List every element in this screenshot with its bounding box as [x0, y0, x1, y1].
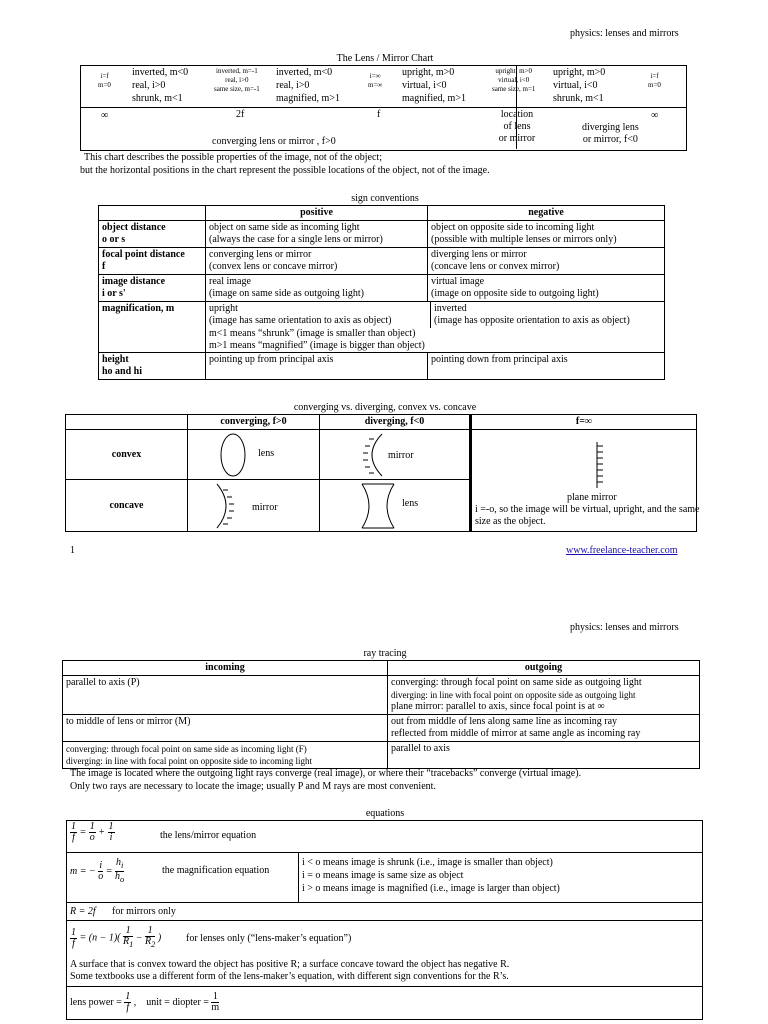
eq-divider — [66, 902, 702, 903]
sign-conventions-table — [98, 205, 665, 380]
eq-divider — [66, 852, 702, 853]
chart-tick-f: f — [377, 109, 381, 120]
page1-header: physics: lenses and mirrors — [570, 28, 679, 39]
chart-diverging-label: diverging lens or mirror, f<0 — [582, 122, 639, 145]
table-row: converging: through focal point on same side as incoming light (F) diverging: in line with focal point on opposite side to incoming light parallel to axis — [63, 742, 700, 769]
plane-mirror-cell: plane mirror i =-o, so the image will be virtual, upright, and the same size as the object. — [471, 430, 697, 532]
chart-cell-1: i=f m=0 — [98, 72, 111, 89]
chart-converging-label: converging lens or mirror , f>0 — [212, 136, 336, 147]
eq-divider — [298, 852, 299, 902]
table-row: focal point distance f converging lens or mirror (convex lens or concave mirror) diverging lens or mirror (concave lens or convex mirror) — [99, 248, 665, 275]
chart-cell-4: inverted, m<0 real, i>0 magnified, m>1 — [276, 67, 340, 104]
chart-tick-inf-left: ∞ — [101, 110, 109, 121]
table-row: magnification, m upright (image has same orientation to axis as object) inverted (image has opposite orientation to axis as object) m<1 means “shrunk” (image is smaller than object) m>1 means “magnified” (image is bigger than object) — [99, 302, 665, 353]
cc-row-concave: concave — [66, 480, 188, 532]
sign-head-negative: negative — [428, 206, 665, 221]
convex-mirror-icon — [360, 432, 390, 478]
chart-axis-line — [80, 107, 686, 108]
cc-title: converging vs. diverging, convex vs. concave — [293, 402, 477, 413]
lens-makers-notes: A surface that is convex toward the object has positive R; a surface concave toward the object has negative R. Some textbooks use a different form of the lens-maker’s equation, with different sign conventions for the R’s. — [70, 959, 510, 982]
page2-header: physics: lenses and mirrors — [570, 622, 679, 633]
page-number: 1 — [70, 545, 75, 556]
concave-mirror-icon — [213, 482, 243, 530]
chart-title: The Lens / Mirror Chart — [336, 53, 434, 64]
convex-lens-cell: lens — [188, 430, 320, 480]
ray-tracing-table — [62, 660, 700, 769]
chart-cell-8: upright, m>0 virtual, i<0 shrunk, m<1 — [553, 67, 606, 104]
chart-cell-5: i=∞ m=∞ — [368, 72, 383, 89]
lens-equation: $\frac{1}{f}$ = $\frac{1}{o}$ + $\frac{1}{i}$ — [71, 821, 114, 843]
magnification-equation: m = − $\frac{i}{o}$ = $\frac{h_i}{h_o}$ — [70, 857, 125, 884]
chart-note-2: but the horizontal positions in the chart represent the possible locations of the object, not of the image. — [80, 165, 490, 176]
concave-lens-cell: lens — [320, 480, 471, 532]
table-row: object distance o or s object on same side as incoming light (always the case for a single lens or mirror) object on opposite side to incoming light (possible with multiple lenses or mirrors only) — [99, 221, 665, 248]
chart-tick-inf-right: ∞ — [651, 110, 659, 121]
lens-makers-label: for lenses only (“lens-maker’s equation”) — [186, 933, 352, 944]
cc-table — [65, 414, 700, 532]
ray-head-incoming: incoming — [63, 661, 388, 676]
concave-mirror-cell: mirror — [188, 480, 320, 532]
chart-cell-2: inverted, m<0 real, i>0 shrunk, m<1 — [132, 67, 189, 104]
lens-power-equation: lens power = $\frac{1}{f}$ , unit = diopter = $\frac{1}{m}$ — [70, 991, 220, 1013]
website-link[interactable]: www.freelance-teacher.com — [566, 545, 678, 556]
table-row: height ho and hi pointing up from principal axis pointing down from principal axis — [99, 353, 665, 380]
table-row: image distance i or s' real image (image on same side as outgoing light) virtual image (image on opposite side to outgoing light) — [99, 275, 665, 302]
cc-head-diverging: diverging, f<0 — [320, 415, 471, 430]
eq-divider — [66, 986, 702, 987]
radius-equation: R = 2f — [70, 906, 96, 917]
plane-mirror-icon — [587, 440, 607, 490]
concave-lens-icon — [358, 482, 398, 530]
radius-label: for mirrors only — [112, 906, 176, 917]
chart-location-label: location of lens or mirror — [498, 109, 536, 144]
eq-divider — [66, 920, 702, 921]
sign-head-positive: positive — [206, 206, 428, 221]
lens-makers-equation: $\frac{1}{f}$ = (n − 1)( $\frac{1}{R_1}$ − $\frac{1}{R_2}$ ) — [71, 925, 162, 949]
equations-title: equations — [365, 808, 405, 819]
chart-cell-6: upright, m>0 virtual, i<0 magnified, m>1 — [402, 67, 466, 104]
chart-cell-9: i=f m=0 — [648, 72, 661, 89]
chart-note-1: This chart describes the possible properties of the image, not of the object; — [84, 152, 382, 163]
ray-head-outgoing: outgoing — [388, 661, 700, 676]
table-row: to middle of lens or mirror (M) out from middle of lens along same line as incoming ray reflected from middle of mirror at same angle as incoming ray — [63, 715, 700, 742]
table-row: parallel to axis (P) converging: through focal point on same side as outgoing light diverging: in line with focal point on opposite side as outgoing light plane mirror: parallel to axis, since focal point is at ∞ — [63, 676, 700, 715]
ray-note-1: The image is located where the outgoing light rays converge (real image), or where their “tracebacks” converge (virtual image). — [70, 768, 582, 779]
cc-head-converging: converging, f>0 — [188, 415, 320, 430]
lens-equation-label: the lens/mirror equation — [160, 830, 257, 841]
magnification-cases: i < o means image is shrunk (i.e., image is smaller than object) i = o means image is same size as object i > o means image is magnified (i.e., image is larger than object) — [302, 857, 560, 894]
cc-head-inf: f=∞ — [471, 415, 697, 430]
chart-cell-7: upright, m>0 virtual, i<0 same size, m=1 — [492, 67, 536, 93]
sign-title: sign conventions — [351, 193, 419, 204]
convex-mirror-cell: mirror — [320, 430, 471, 480]
chart-tick-2f: 2f — [236, 109, 245, 120]
chart-cell-3: inverted, m=-1 real, i>0 same size, m=-1 — [214, 67, 260, 93]
cc-row-convex: convex — [66, 430, 188, 480]
ray-note-2: Only two rays are necessary to locate the image; usually P and M rays are most convenient. — [70, 781, 436, 792]
ray-title: ray tracing — [363, 648, 407, 659]
convex-lens-icon — [218, 432, 248, 478]
magnification-label: the magnification equation — [162, 865, 270, 876]
